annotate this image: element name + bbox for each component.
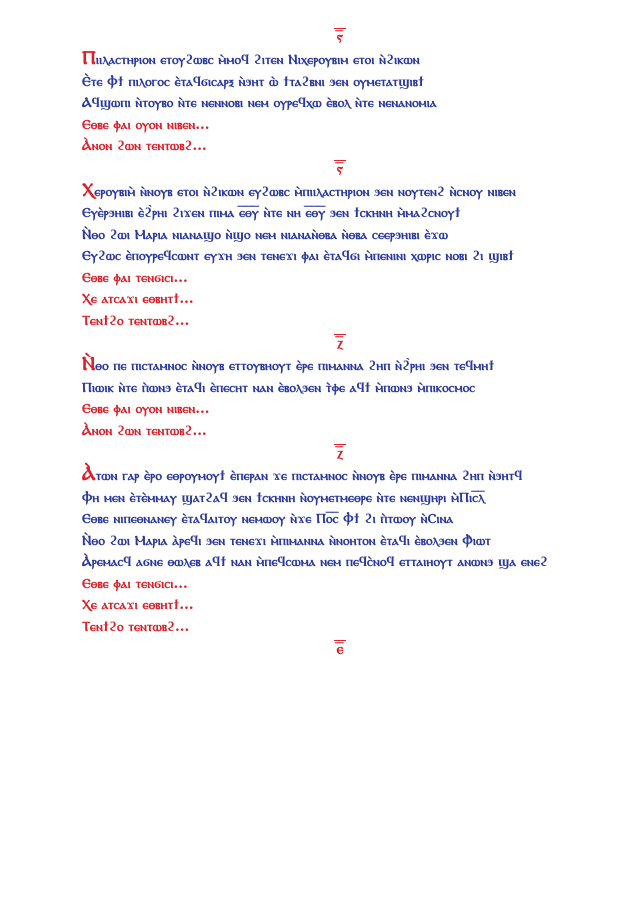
verse-line: Ⲭⲉⲣⲟⲩⲃⲓⲙ̀ ⲛ̀ⲛⲟⲩⲃ ⲉⲧⲟⲓ ⲛ̀ϩⲓⲕⲱⲛ ⲉⲩϩⲱⲃⲥ ⲙ̀ⲡⲓⲓⲗⲁⲥⲧⲏⲣⲓⲟⲛ ϧⲉⲛ ⲛⲟⲩⲧⲉⲛϩ ⲛ̀ⲥⲛⲟⲩ ⲛⲓⲃⲉⲛ xyxy=(82,178,516,201)
refrain-line: Ⲭⲉ ⲁⲧⲥⲁϫⲓ ⲉⲑⲃⲏⲧϯ... xyxy=(82,291,194,307)
verse-line: Ⲡⲓⲱⲓⲕ ⲛ̀ⲧⲉ ⲡ̀ⲱⲛϧ ⲉ̀ⲧⲁϥⲓ ⲉ̀ⲡⲉⲥⲏⲧ ⲛⲁⲛ ⲉ̀ⲃⲟⲗϧⲉⲛ ⲧ̀ⲫⲉ ⲁϥϯ ⲙ̀ⲡⲱⲛϧ ⲙ̀ⲡⲓⲕⲟⲥⲙⲟⲥ xyxy=(82,379,476,396)
initial-letter: Ⲛ̀ xyxy=(82,353,96,375)
refrain-line: Ⲭⲉ ⲁⲧⲥⲁϫⲓ ⲉⲑⲃⲏⲧϯ... xyxy=(82,597,194,613)
section-number: ⲋ̅ xyxy=(82,160,598,177)
verse-line: Ⲁ̀ⲧⲱⲛ ⲅⲁⲣ ⲉ̀ⲣⲟ ⲉⲑⲣⲟⲩⲙⲟⲩϯ ⲉ̀ⲡⲉⲣⲁⲛ ϫⲉ ⲡⲓⲥⲧⲁⲙⲛⲟⲥ ⲛ̀ⲛⲟⲩⲃ ⲉ̀ⲣⲉ ⲡⲓⲙⲁⲛⲛⲁ ϩⲏⲡ ⲛ̀ϧⲏⲧϥ xyxy=(82,463,523,485)
verse-line: Ⲉ̀ⲧⲉ Ⲫϯ ⲡⲓⲗⲟⲅⲟⲥ ⲉ̀ⲧⲁϥϭⲓⲥⲁⲣⲝ ⲛ̀ϧⲏⲧ ⲱ̀ ϯⲧⲁϩⲃⲛⲓ ϧⲉⲛ ⲟⲩⲙⲉⲧⲁⲧϣⲓⲃϯ xyxy=(82,73,425,90)
verse-line: Ⲁ̀ⲣⲉⲙⲁⲥϥ ⲁϭⲛⲉ ⲑⲱⲗⲉⲃ ⲁϥϯ ⲛⲁⲛ ⲙ̀ⲡⲉϥⲥⲱⲙⲁ ⲛⲉⲙ ⲡⲉϥⲥ̀ⲛⲟϥ ⲉⲧⲧⲁⲓⲏⲟⲩⲧ ⲁⲛⲱⲛϧ ϣⲁ ⲉⲛⲉϩ xyxy=(82,554,548,570)
verse-line: Ⲁϥϣⲱⲡⲓ ⲛ̀ⲧⲟⲩⲃⲟ ⲛ̀ⲧⲉ ⲛⲉⲛⲛⲟⲃⲓ ⲛⲉⲙ ⲟⲩⲣⲉϥⲭⲱ ⲉ̀ⲃⲟⲗ ⲛ̀ⲧⲉ ⲛⲉⲛⲁⲛⲟⲙⲓⲁ xyxy=(82,95,437,111)
refrain-line: Ⲉⲑⲃⲉ ⲫⲁⲓ ⲟⲩⲟⲛ ⲛⲓⲃⲉⲛ... xyxy=(82,401,210,417)
verse-line: Ⲛ̀ⲑⲟ ⲡⲉ ⲡⲓⲥⲧⲁⲙⲛⲟⲥ ⲛ̀ⲛⲟⲩⲃ ⲉⲧⲧⲟⲩⲃⲏⲟⲩⲧ ⲉ̀ⲣⲉ ⲡⲓⲙⲁⲛⲛⲁ ϩⲏⲡ ⲛ̀ϩ̀ⲣⲏⲓ ϧⲉⲛ ⲧⲉϥⲙⲏϯ xyxy=(82,353,495,375)
refrain-line: Ⲉⲑⲃⲉ ⲫⲁⲓ ⲟⲩⲟⲛ ⲛⲓⲃⲉⲛ... xyxy=(82,116,210,133)
initial-letter: Ⲁ̀ xyxy=(82,463,96,485)
refrain-line: Ⲁ̀ⲛⲟⲛ ϩⲱⲛ ⲧⲉⲛⲧⲱⲃϩ... xyxy=(82,422,207,439)
verse-line: Ⲉⲑⲃⲉ ⲛⲓⲡⲉⲑⲛⲁⲛⲉⲩ ⲉ̀ⲧⲁϥⲁⲓⲧⲟⲩ ⲛⲉⲙⲱⲟⲩ ⲛ̀ϫⲉ Ⲡⲟ̅ⲥ̅ Ⲫϯ ϩⲓ ⲡ̀ⲧⲱⲟⲩ ⲛ̀Ⲥⲓⲛⲁ xyxy=(82,511,454,527)
section-number: ⲋ̅ xyxy=(82,28,598,45)
initial-letter: Ⲡ xyxy=(82,47,96,69)
verse-line: Ⲡⲓⲓⲗⲁⲥⲧⲏⲣⲓⲟⲛ ⲉⲧⲟⲩϩⲱⲃⲥ ⲙ̀ⲙⲟϥ ϩⲓⲧⲉⲛ Ⲛⲓⲭⲉⲣⲟⲩⲃⲓⲙ ⲉⲧⲟⲓ ⲛ̀ϩⲓⲕⲱⲛ xyxy=(82,47,420,69)
refrain-line: Ⲧⲉⲛϯϩⲟ ⲧⲉⲛⲧⲱⲃϩ... xyxy=(82,618,190,635)
refrain-line: Ⲉⲑⲃⲉ ⲫⲁⲓ ⲧⲉⲛϭⲓⲥⲓ... xyxy=(82,269,188,286)
refrain-line: Ⲁ̀ⲛⲟⲛ ϩⲱⲛ ⲧⲉⲛⲧⲱⲃϩ... xyxy=(82,138,207,154)
section-number: ⲍ̅ xyxy=(82,334,598,351)
verse-line: Ⲫⲏ ⲙⲉⲛ ⲉ̀ⲧⲉ̀ⲙⲙⲁⲩ ϣⲁⲧϩⲁϥ ϧⲉⲛ ϯⲥⲕⲏⲛⲏ ⲛ̀ⲟⲩⲙⲉⲧⲙⲉⲑⲣⲉ ⲛ̀ⲧⲉ ⲛⲉⲛϣⲏⲣⲓ ⲙ̀Ⲡⲓⲥ̅ⲗ̅ xyxy=(82,489,485,506)
refrain-line: Ⲉⲑⲃⲉ ⲫⲁⲓ ⲧⲉⲛϭⲓⲥⲓ... xyxy=(82,575,188,592)
refrain-line: Ⲧⲉⲛϯϩⲟ ⲧⲉⲛⲧⲱⲃϩ... xyxy=(82,312,190,329)
verse-line: Ⲉⲩⲉ̀ⲣϧⲏⲓⲃⲓ ⲉ̀ϩ̀ⲣⲏⲓ ϩⲓϫⲉⲛ ⲡⲓⲙⲁ ⲉ̅ⲑ̅ⲩ̅ ⲛ̀ⲧⲉ ⲛⲏ ⲉ̅ⲑ̅ⲩ̅ ϧⲉⲛ ϯⲥⲕⲏⲛⲏ ⲙ̀ⲙⲁϩⲥⲛⲟⲩϯ xyxy=(82,205,461,221)
initial-letter: Ⲭ xyxy=(82,178,95,201)
verse-line: Ⲛ̀ⲑⲟ ϩⲱⲓ Ⲙⲁⲣⲓⲁ ⲁ̀ⲣⲉϥⲓ ϧⲉⲛ ⲧⲉⲛⲉϫⲓ ⲙ̀ⲡⲓⲙⲁⲛⲛⲁ ⲛ̀ⲛⲟⲏⲧⲟⲛ ⲉ̀ⲧⲁϥⲓ ⲉ̀ⲃⲟⲗϧⲉⲛ Ⲫ̀ⲓⲱⲧ xyxy=(82,532,491,549)
verse-line: Ⲉⲩϩⲱⲥ ⲉ̀ⲡⲟⲩⲣⲉϥⲥⲱⲛⲧ ⲉⲩϫⲏ ϧⲉⲛ ⲧⲉⲛⲉϫⲓ ⲫⲁⲓ ⲉ̀ⲧⲁϥϭⲓ ⲙ̀ⲡⲉⲛⲓⲛⲓ ⲭⲱⲣⲓⲥ ⲛⲟⲃⲓ ϩⲓ ϣⲓⲃϯ xyxy=(82,248,515,264)
section-number: ⲍ̅ xyxy=(82,444,598,461)
page-number: ⲉ̅ xyxy=(82,640,598,657)
verse-line: Ⲛ̀ⲑⲟ ϩⲱⲓ Ⲙⲁⲣⲓⲁ ⲛⲓⲁⲛⲁϣⲟ ⲛ̀ϣⲟ ⲛⲉⲙ ⲛⲓⲁⲛⲁⲛ̀ⲑⲃⲁ ⲛ̀ⲑⲃⲁ ⲥⲉⲉⲣϧⲏⲓⲃⲓ ⲉ̀ϫⲱ xyxy=(82,226,449,243)
